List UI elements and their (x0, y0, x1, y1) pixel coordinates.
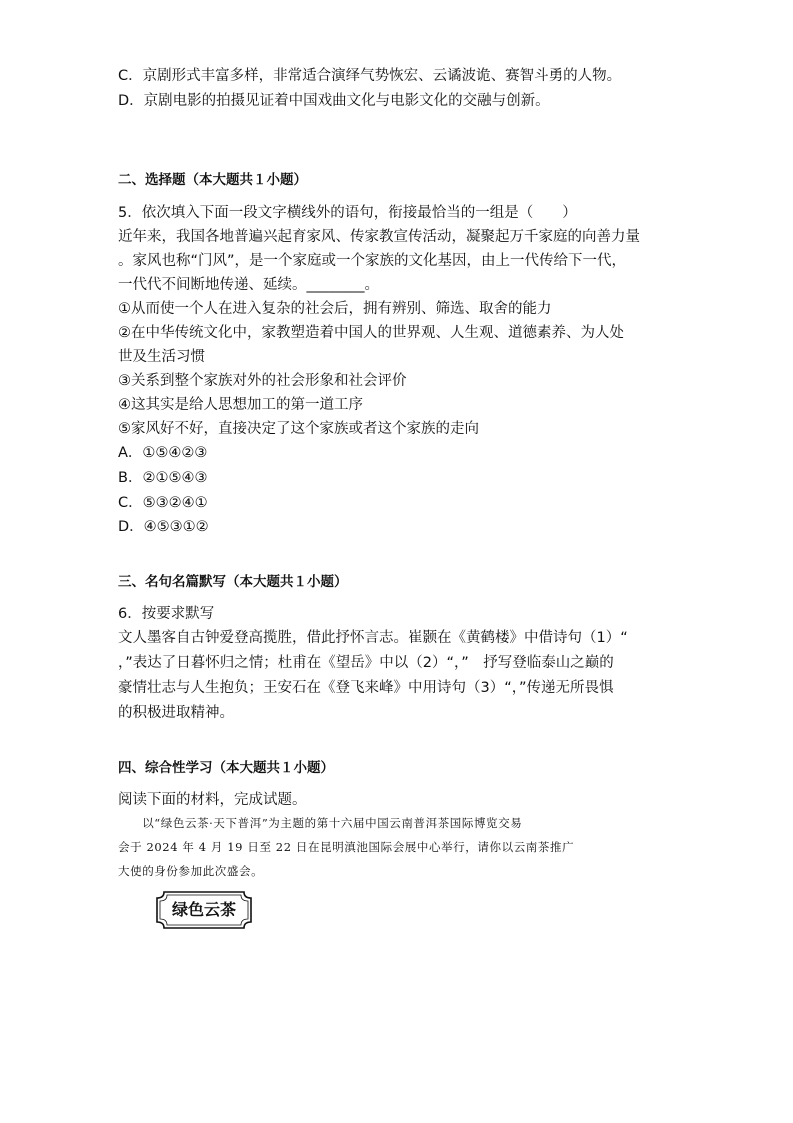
material-line-1: 以“绿色云茶·天下普洱”为主题的第十六届中国云南普洱茶国际博览交易 (118, 816, 523, 830)
section-2-heading: 二、选择题（本大题共１小题） (118, 172, 307, 188)
material-line-3: 大使的身份参加此次盛会。 (118, 864, 264, 878)
q4-option-d: D．京剧电影的拍摄见证着中国戏曲文化与电影文化的交融与创新。 (118, 93, 550, 109)
q5-option-b: B．②①⑤④③ (118, 470, 208, 486)
q6-line-2: ，”表达了日暮怀归之情；杜甫在《望岳》中以（2）“，” 抒写登临泰山之巅的 (118, 655, 614, 671)
question-6-stem: 6．按要求默写 (118, 606, 215, 622)
green-tea-badge (156, 891, 252, 929)
section-3-heading: 三、名句名篇默写（本大题共１小题） (118, 574, 348, 590)
material-line-2: 会于 2024 年 4 月 19 日至 22 日在昆明滇池国际会展中心举行，请你以云南茶推广 (118, 840, 575, 854)
badge-label: 绿色云茶 (171, 900, 236, 919)
q5-item-2: ②在中华传统文化中，家教塑造着中国人的世界观、人生观、道德素养、为人处 (118, 325, 624, 341)
q6-line-1: 文人墨客自古钟爱登高揽胜，借此抒怀言志。崔颢在《黄鹤楼》中借诗句（1）“ (118, 630, 628, 646)
q5-item-1: ①从而使一个人在进入复杂的社会后，拥有辨别、筛选、取舍的能力 (118, 301, 552, 317)
q5-item-2-cont: 世及生活习惯 (118, 349, 205, 365)
q5-item-5: ⑤家风好不好，直接决定了这个家族或者这个家族的走向 (118, 421, 479, 437)
section-4-heading: 四、综合性学习（本大题共１小题） (118, 760, 334, 776)
question-5-stem: 5．依次填入下面一段文字横线外的语句，衔接最恰当的一组是（ ） (118, 205, 577, 221)
section-4-intro: 阅读下面的材料，完成试题。 (118, 792, 307, 808)
q5-passage-line-3: 一代代不间断地传递、延续。________。 (118, 277, 379, 293)
q6-line-3: 豪情壮志与人生抱负；王安石在《登飞来峰》中用诗句（3）“，”传递无所畏惧 (118, 680, 614, 696)
q5-passage-line-2: 。家风也称“门风”，是一个家庭或一个家族的文化基因，由上一代传给下一代， (118, 253, 627, 269)
q5-option-d: D．④⑤③①② (118, 519, 209, 535)
q6-line-4: 的积极进取精神。 (118, 705, 234, 721)
q5-option-c: C．⑤③②④① (118, 495, 208, 511)
q5-option-a: A．①⑤④②③ (118, 445, 208, 461)
q4-option-c: C．京剧形式丰富多样，非常适合演绎气势恢宏、云谲波诡、赛智斗勇的人物。 (118, 68, 622, 84)
q5-item-3: ③关系到整个家族对外的社会形象和社会评价 (118, 373, 407, 389)
q5-item-4: ④这其实是给人思想加工的第一道工序 (118, 397, 363, 413)
q5-passage-line-1: 近年来，我国各地普遍兴起育家风、传家教宣传活动，凝聚起万千家庭的向善力量 (118, 229, 640, 245)
